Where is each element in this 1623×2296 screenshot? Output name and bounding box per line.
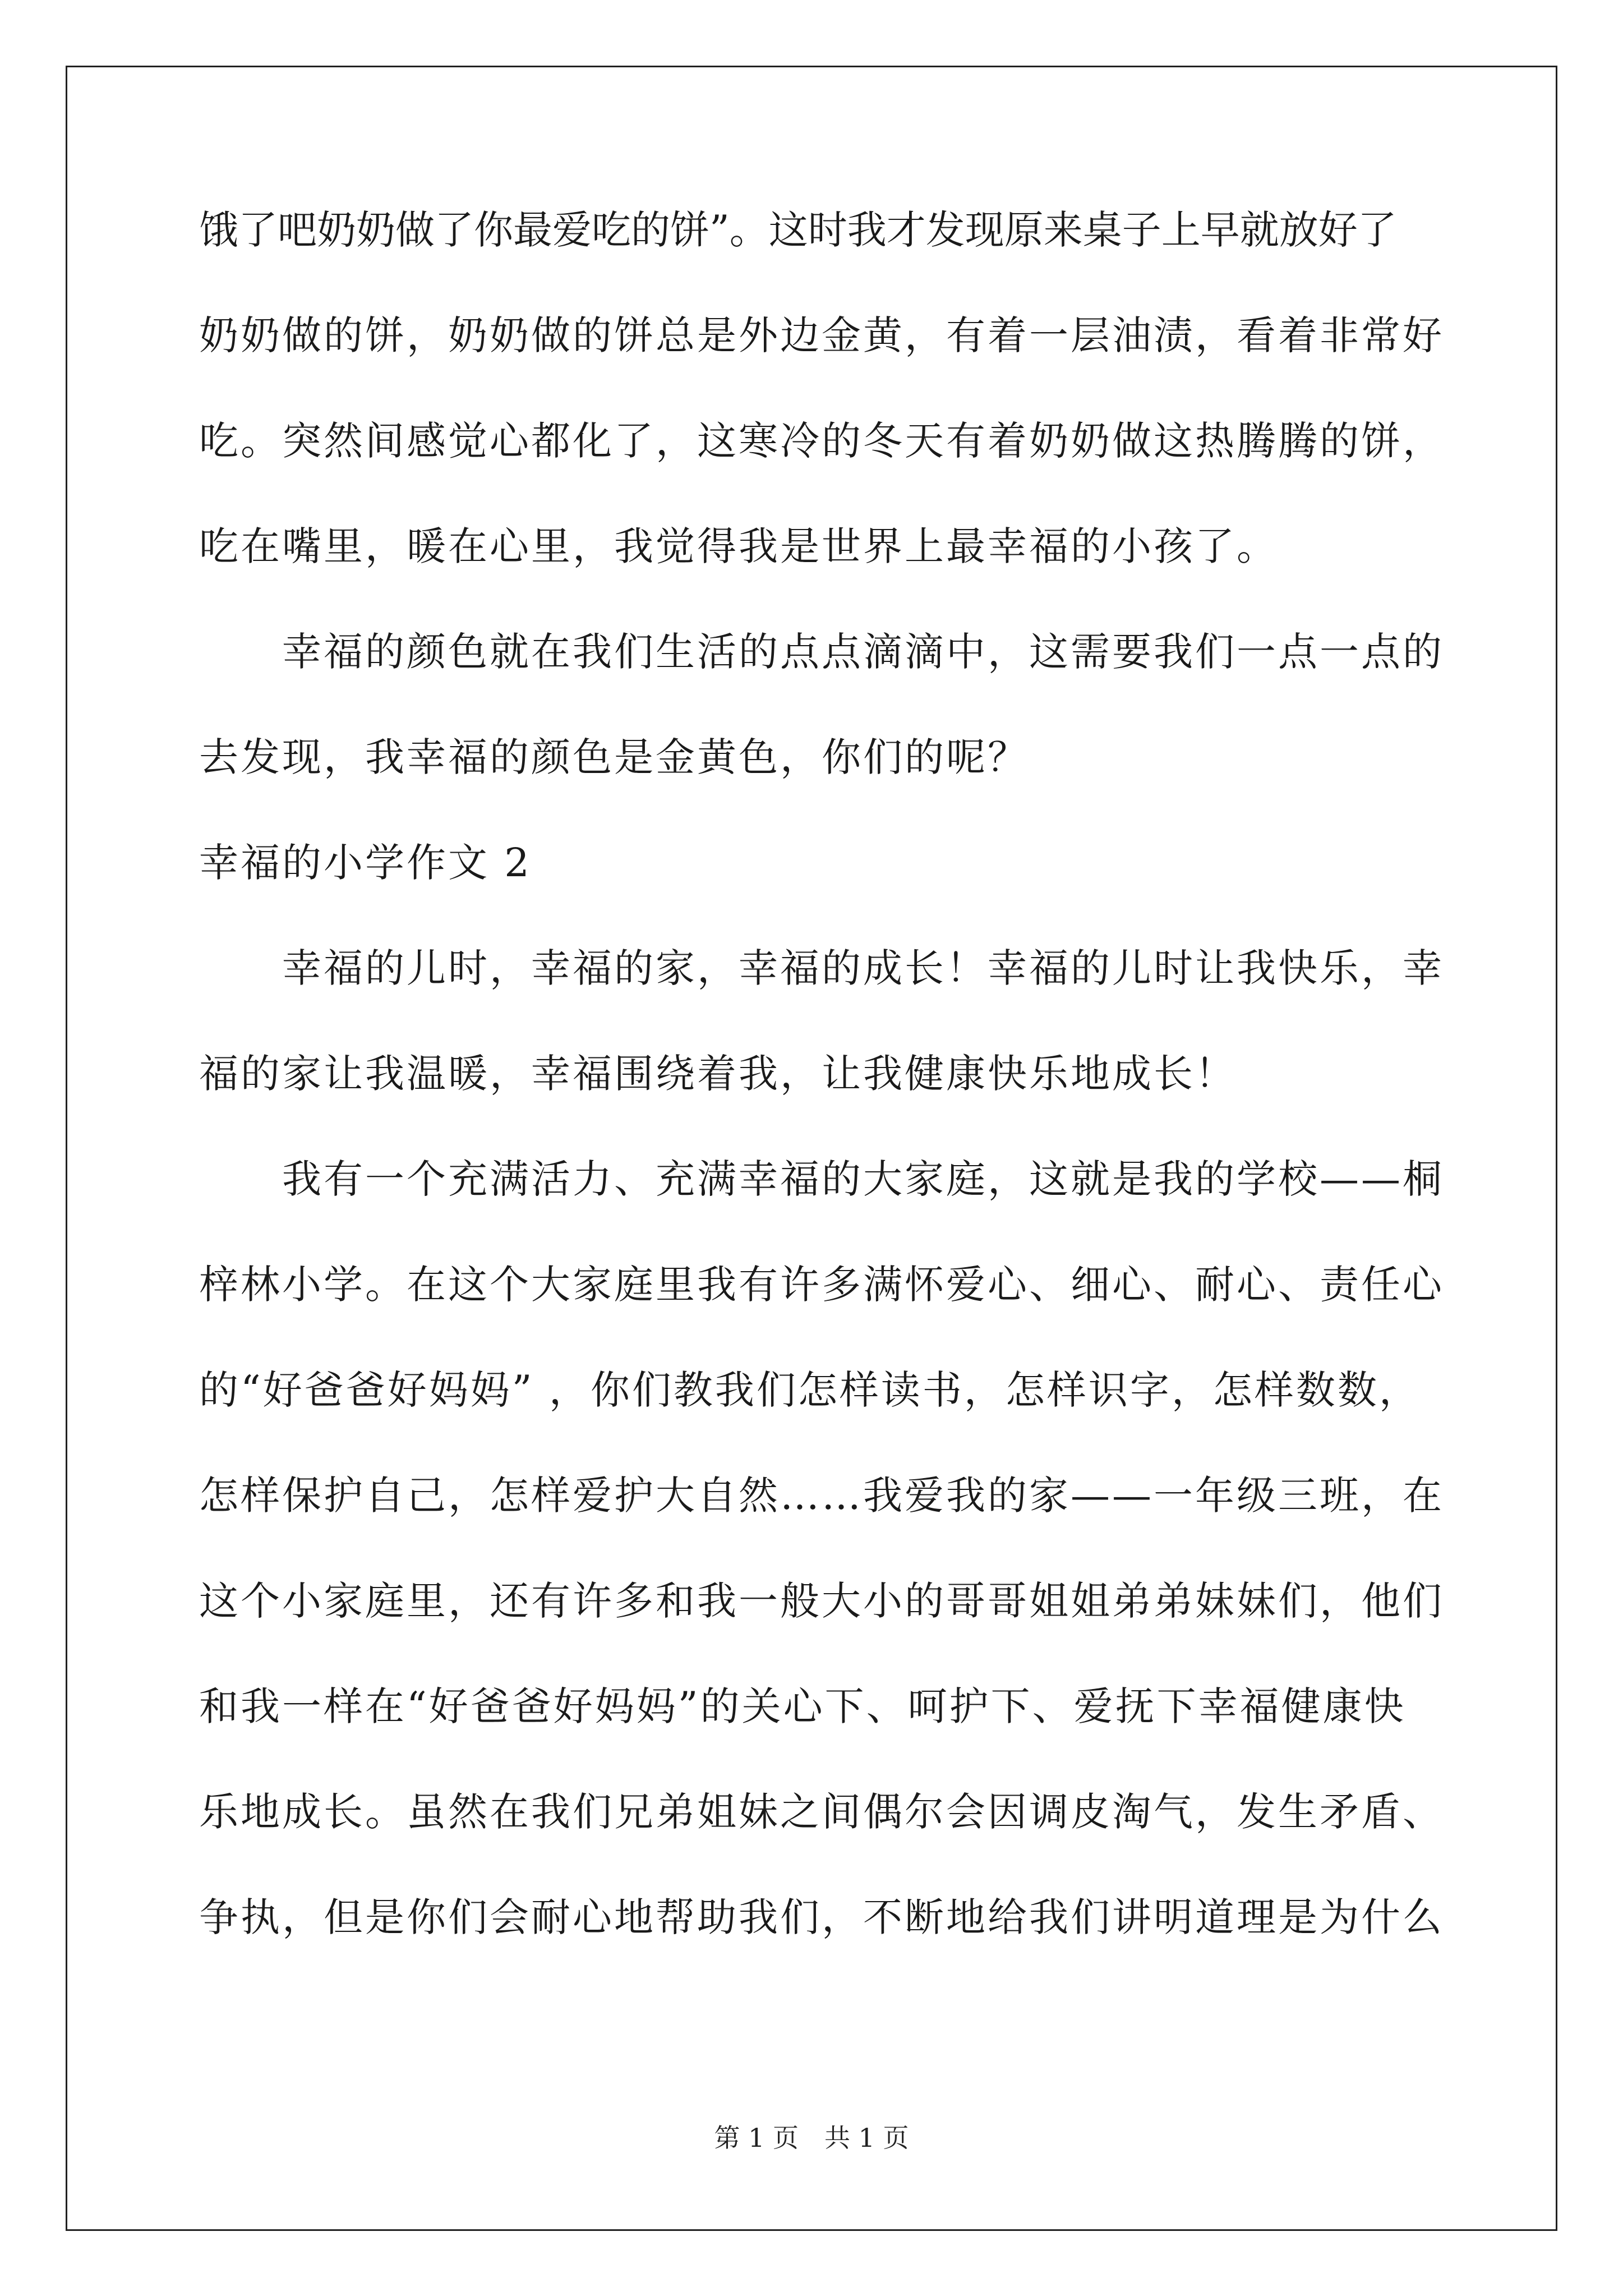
text-line: 这个小家庭里，还有许多和我一般大小的哥哥姐姐弟弟妹妹们，他们 xyxy=(199,1578,1444,1624)
text-line: 和我一样在“好爸爸好妈妈”的关心下、呵护下、爱抚下幸福健康快 xyxy=(199,1683,1406,1729)
text-line: 幸福的儿时，幸福的家，幸福的成长！幸福的儿时让我快乐，幸 xyxy=(199,945,1444,991)
text-line: 梓林小学。在这个大家庭里我有许多满怀爱心、细心、耐心、责任心 xyxy=(199,1262,1444,1308)
text-line: 的“好爸爸好妈妈” ，你们教我们怎样读书，怎样识字，怎样数数， xyxy=(199,1367,1421,1413)
text-line: 吃在嘴里，暖在心里，我觉得我是世界上最幸福的小孩了。 xyxy=(199,523,1278,569)
text-line: 吃。突然间感觉心都化了，这寒冷的冬天有着奶奶做这热腾腾的饼， xyxy=(199,418,1444,464)
text-line: 奶奶做的饼，奶奶做的饼总是外边金黄，有着一层油渍，看着非常好 xyxy=(199,312,1444,358)
text-line: 怎样保护自己，怎样爱护大自然……我爱我的家——一年级三班，在 xyxy=(199,1473,1444,1519)
text-line: 饿了吧奶奶做了你最爱吃的饼”。这时我才发现原来桌子上早就放好了 xyxy=(199,207,1397,253)
text-line: 去发现，我幸福的颜色是金黄色，你们的呢？ xyxy=(199,734,1029,780)
text-line: 我有一个充满活力、充满幸福的大家庭，这就是我的学校——桐 xyxy=(199,1156,1444,1202)
text-line: 乐地成长。虽然在我们兄弟姐妹之间偶尔会因调皮淘气，发生矛盾、 xyxy=(199,1789,1444,1835)
text-line: 福的家让我温暖，幸福围绕着我，让我健康快乐地成长！ xyxy=(199,1051,1237,1097)
section-heading: 幸福的小学作文 2 xyxy=(199,840,532,886)
text-line: 幸福的颜色就在我们生活的点点滴滴中，这需要我们一点一点的 xyxy=(199,629,1444,675)
text-line: 争执，但是你们会耐心地帮助我们，不断地给我们讲明道理是为什么 xyxy=(199,1894,1444,1940)
page-number-footer: 第 1 页 共 1 页 xyxy=(714,2123,909,2153)
